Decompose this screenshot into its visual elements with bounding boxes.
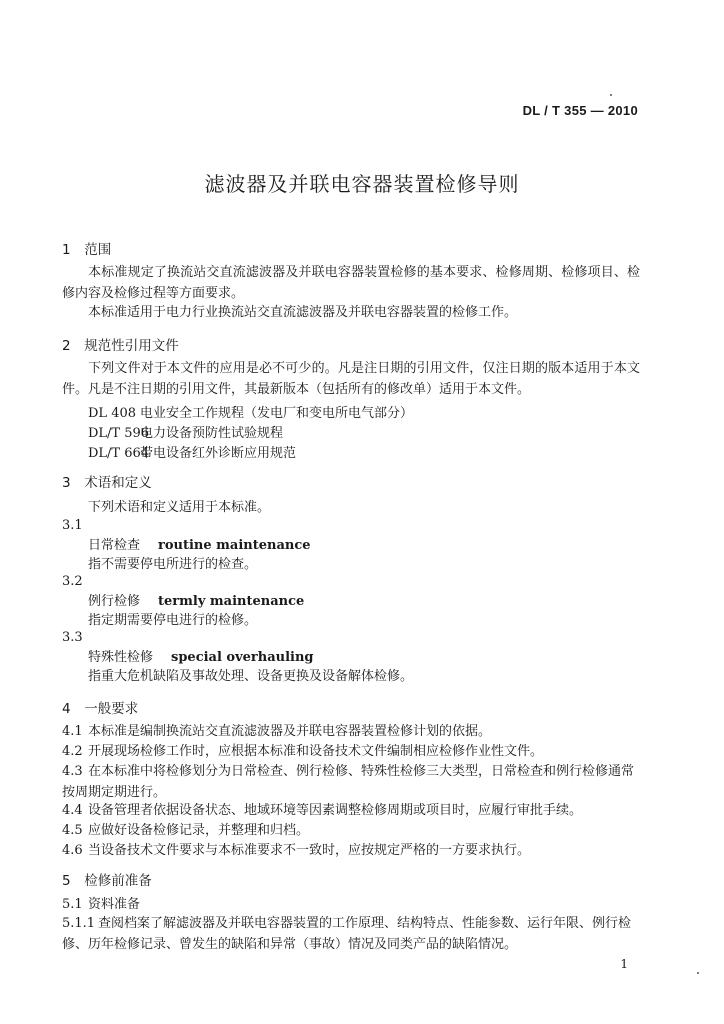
section-2-heading [62,334,179,354]
paragraph-text: 下列文件对于本文件的应用是必不可少的。凡是注日期的引用文件，仅注日期的版本适用于本文件。凡是不注日期的引用文件，其最新版本（包括所有的修改单）适用于本文件。 [62,361,640,397]
clause-number: 4.6 [62,843,83,858]
term-chinese: 日常检查 [88,538,141,553]
clause-number: 4.5 [62,823,83,838]
document-title: 滤波器及并联电容器装置检修导则 [204,172,520,196]
normative-references-paragraph [62,358,640,400]
term-definition: 指定期需要停电进行的检修。 [88,613,258,628]
section-3-heading [62,471,152,491]
clause-number: 4.3 [62,764,83,779]
term-entry [88,590,304,609]
section-number: 5 [62,873,71,889]
scope-paragraph-2 [62,302,640,323]
clause-text: 开展现场检修工作时，应根据本标准和设备技术文件编制相应检修作业性文件。 [88,744,544,759]
reference-item [88,402,413,421]
reference-title: 电业安全工作规程（发电厂和变电所电气部分） [140,406,414,421]
clause-number: 5.1.1 [62,916,96,931]
section-number: 1 [62,242,71,258]
clause-text: 本标准是编制换流站交直流滤波器及并联电容器装置检修计划的依据。 [88,724,492,739]
clause-5-1 [62,894,640,915]
section-title: 范围 [84,242,112,258]
section-5-heading [62,869,152,889]
standard-number: DL / T 355 — 2010 [522,103,638,118]
section-4-heading [62,697,138,717]
paragraph-text: 本标准规定了换流站交直流滤波器及并联电容器装置检修的基本要求、检修周期、检修项目、检修内容及检修过程等方面要求。 [62,265,640,301]
term-chinese: 特殊性检修 [88,650,154,665]
reference-title: 电力设备预防性试验规程 [140,426,284,441]
term-number: 3.3 [62,630,83,645]
term-english: termly maintenance [158,594,305,609]
term-entry [88,646,314,665]
term-definition: 指不需要停电所进行的检查。 [88,557,258,572]
section-title: 检修前准备 [84,873,152,889]
section-title: 一般要求 [84,701,139,717]
reference-code: DL/T 664 [88,446,150,461]
term-chinese: 例行检修 [88,594,141,609]
reference-code: DL 408 [88,406,137,421]
clause-4-5 [62,820,640,841]
clause-text: 当设备技术文件要求与本标准要求不一致时，应按规定严格的一方要求执行。 [88,843,531,858]
clause-text: 资料准备 [88,897,141,912]
section-title: 规范性引用文件 [84,338,179,354]
reference-code: DL/T 596 [88,426,150,441]
term-english: routine maintenance [158,538,311,553]
section-number: 2 [62,338,71,354]
clause-number: 4.4 [62,803,83,818]
clause-4-3 [62,761,640,803]
reference-item [88,442,296,461]
clause-text: 设备管理者依据设备状态、地域环境等因素调整检修周期或项目时，应履行审批手续。 [88,803,583,818]
clause-4-1 [62,721,640,742]
scan-speck [610,94,612,96]
section-number: 4 [62,701,71,717]
clause-text: 在本标准中将检修划分为日常检查、例行检修、特殊性检修三大类型，日常检查和例行检修通常按周期定期进行。 [62,764,635,800]
clause-number: 4.1 [62,724,83,739]
paragraph-text: 本标准适用于电力行业换流站交直流滤波器及并联电容器装置的检修工作。 [88,305,518,320]
section-title: 术语和定义 [84,475,152,491]
term-number: 3.1 [62,518,83,533]
term-english: special overhauling [171,650,314,665]
section-1-heading [62,238,111,258]
clause-number: 4.2 [62,744,83,759]
page-number: 1 [620,957,628,971]
term-number: 3.2 [62,574,83,589]
term-definition: 指重大危机缺陷及事故处理、设备更换及设备解体检修。 [88,669,414,684]
clause-4-4 [62,800,640,821]
clause-text: 应做好设备检修记录，并整理和归档。 [88,823,310,838]
reference-title: 带电设备红外诊断应用规范 [140,446,297,461]
clause-4-2 [62,741,640,762]
clause-5-1-1 [62,913,640,955]
scan-speck [697,972,699,974]
clause-text: 查阅档案了解滤波器及并联电容器装置的工作原理、结构特点、性能参数、运行年限、例行检修、历年检修记录、曾发生的缺陷和异常（事故）情况及同类产品的缺陷情况。 [62,916,632,952]
section-number: 3 [62,475,71,491]
clause-number: 5.1 [62,897,83,912]
scope-paragraph-1 [62,262,640,304]
terms-intro: 下列术语和定义适用于本标准。 [88,500,271,515]
clause-4-6 [62,840,640,861]
term-entry [88,534,311,553]
reference-item [88,422,283,441]
